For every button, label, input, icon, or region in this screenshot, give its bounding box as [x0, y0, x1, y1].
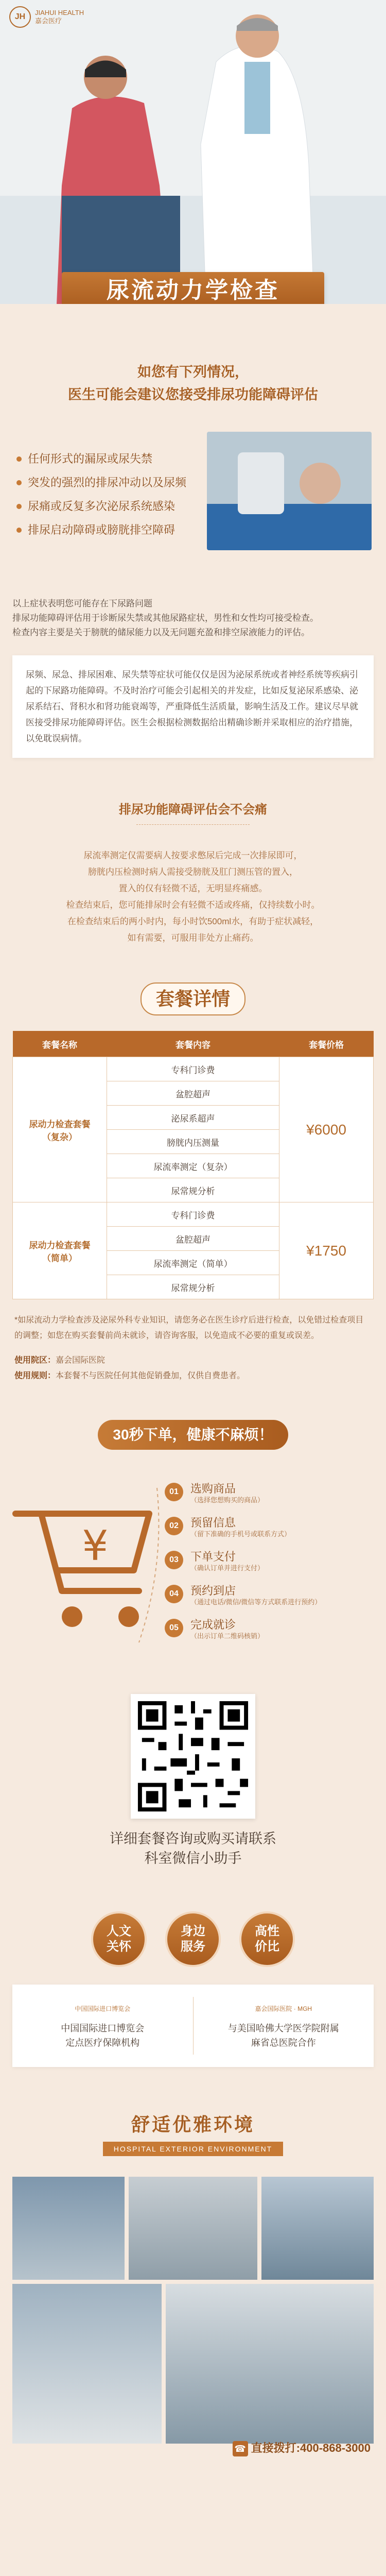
- plan-item: 尿常规分析: [107, 1178, 279, 1202]
- partner-credentials: [12, 1985, 374, 2067]
- qr-caption-line: 科室微信小助手: [144, 1851, 242, 1866]
- paragraph-line: 以上症状表明您可能存在下尿路问题: [12, 599, 152, 608]
- plan-price: ¥1750: [279, 1202, 374, 1299]
- order-step: [165, 1585, 321, 1619]
- table-header-row: [13, 1031, 374, 1057]
- value-badge: 人文 关怀: [91, 1911, 147, 1967]
- intro-line-2: 医生可能会建议您接受排尿功能障碍评估: [68, 387, 318, 402]
- plan-name: 尿动力检查套餐 （复杂）: [13, 1057, 107, 1202]
- page-title: 尿流动力学检查: [62, 272, 324, 304]
- phone-row: [0, 2439, 386, 2456]
- hospital-value: 嘉会国际医院: [56, 1356, 106, 1365]
- step-number: 04: [165, 1585, 183, 1603]
- gallery-photo: [12, 2177, 125, 2280]
- gallery-photo: [129, 2177, 257, 2280]
- environment-title: 舒适优雅环境: [131, 2114, 255, 2135]
- qr-caption-line: 详细套餐咨询或购买请联系: [110, 1831, 276, 1846]
- step-desc: （出示订单二维码核销）: [190, 1632, 265, 1640]
- notice-line: 尿流率测定仅需要病人按要求憋尿后完成一次排尿即可，: [83, 851, 303, 860]
- step-number: 05: [165, 1619, 183, 1637]
- notice-line: 检查结束后，您可能排尿时会有轻微不适或疼痛，仅持续数小时。: [66, 900, 320, 910]
- partner-line: 中国国际进口博览会: [61, 2023, 145, 2033]
- column-header: 套餐内容: [107, 1031, 279, 1057]
- order-step: [165, 1551, 321, 1585]
- hero-banner: [0, 0, 386, 304]
- plan-item: 尿常规分析: [107, 1275, 279, 1299]
- brand-logo: [9, 6, 84, 28]
- notice-divider: [136, 824, 250, 825]
- plan-item: 专科门诊费: [107, 1202, 279, 1227]
- notice-body: [0, 848, 386, 946]
- cart-icon: [10, 1483, 165, 1648]
- package-disclaimer: *如尿流动力学检查涉及泌尿外科专业知识，请您务必在医生诊疗后进行检查，以免错过检查项目的调整；如您在购买套餐前尚未就诊，请咨询客服，以免造成不必要的重复或误差。: [14, 1316, 364, 1340]
- paragraph-line: 检查内容主要是关于膀胱的储尿能力以及无问题充盈和排空尿液能力的评估。: [12, 628, 310, 637]
- notice-title-text: 排尿功能障碍评估会不会痛: [119, 803, 267, 817]
- plan-item: 泌尿系超声: [107, 1106, 279, 1130]
- symptom-illustration: [207, 432, 372, 550]
- rule-label: 使用规则：: [14, 1371, 56, 1380]
- order-flow: [0, 1462, 386, 1679]
- environment-gallery: [12, 2177, 374, 2455]
- step-number: 03: [165, 1551, 183, 1569]
- step-number: 01: [165, 1483, 183, 1501]
- partner-logo: 中国国际进口博览会: [75, 2005, 131, 2012]
- partner-line: 定点医疗保障机构: [65, 2038, 140, 2048]
- partner-line: 与美国哈佛大学医学院附属: [227, 2023, 339, 2033]
- step-title: 预约到店: [190, 1584, 236, 1597]
- plan-name: 尿动力检查套餐 （简单）: [13, 1202, 107, 1299]
- order-flow-banner: 30秒下单，健康不麻烦！: [98, 1420, 288, 1450]
- plan-price: ¥6000: [279, 1057, 374, 1202]
- value-badge: 身边 服务: [165, 1911, 221, 1967]
- brand-name-cn: 嘉会医疗: [35, 17, 62, 25]
- partner-line: 麻省总医院合作: [251, 2038, 316, 2048]
- table-row: [13, 1057, 374, 1081]
- plan-item: 盆腔超声: [107, 1227, 279, 1251]
- step-desc: （通过电话/微信/微信等方式联系进行预约）: [190, 1598, 322, 1606]
- symptom-item: 突发的强烈的排尿冲动以及尿频: [16, 471, 186, 495]
- plan-item: 专科门诊费: [107, 1057, 279, 1081]
- explanation-card: 尿频、尿急、排尿困难、尿失禁等症状可能仅仅是因为泌尿系统或者神经系统等疾病引起的下尿路功能障碍。不及时治疗可能会引起相关的并发症，比如反复泌尿系感染、泌尿系结石、肾积水和肾功能衰竭等，严重降低生活质量，影响生活及工作。建议尽早就医接受排尿功能障碍评估。医生会根据检测数据给出精确诊断并采取相应的治疗措施，以免耽误病情。: [12, 655, 374, 758]
- wechat-qr-code[interactable]: [131, 1694, 255, 1819]
- value-badge: 高性 价比: [239, 1911, 295, 1967]
- plan-item: 盆腔超声: [107, 1081, 279, 1106]
- symptom-item: 任何形式的漏尿或尿失禁: [16, 447, 186, 471]
- symptom-list: [16, 447, 186, 542]
- hospital-label: 使用院区：: [14, 1356, 56, 1365]
- gallery-photo: [261, 2177, 374, 2280]
- notice-line: 膀胱内压检测时病人需接受膀胱及肛门测压管的置入，: [88, 867, 298, 877]
- notice-line: 在检查结束后的两小时内，每小时饮500ml水，有助于症状减轻，: [67, 917, 319, 926]
- symptom-item: 排尿启动障碍或膀胱排空障碍: [16, 518, 186, 542]
- order-step: [165, 1619, 321, 1653]
- step-title: 预留信息: [190, 1516, 236, 1529]
- notice-line: 如有需要，可服用非处方止痛药。: [127, 933, 259, 943]
- package-notes: [0, 1313, 386, 1384]
- partner-logo: 嘉会国际医院 · MGH: [255, 2005, 312, 2012]
- symptom-photo: [207, 432, 372, 550]
- notice-title: [0, 799, 386, 825]
- partner-item: [194, 1985, 374, 2067]
- step-title: 完成就诊: [190, 1618, 236, 1631]
- environment-subtitle: HOSPITAL EXTERIOR ENVIRONMENT: [103, 2142, 283, 2156]
- logo-mark: JH: [9, 6, 31, 28]
- table-row: [13, 1202, 374, 1227]
- hero-photo: [0, 0, 386, 304]
- step-title: 选购商品: [190, 1482, 236, 1495]
- brand-name-en: JIAHUI HEALTH: [35, 9, 84, 16]
- order-steps: [165, 1483, 321, 1653]
- step-number: 02: [165, 1517, 183, 1535]
- gallery-photo: [166, 2284, 374, 2444]
- order-step: [165, 1517, 321, 1551]
- phone-icon: ☎: [233, 2441, 248, 2456]
- intro-paragraph: [0, 597, 386, 640]
- rule-value: 本套餐不与医院任何其他促销叠加，仅供自费患者。: [56, 1371, 245, 1380]
- step-title: 下单支付: [190, 1550, 236, 1563]
- plan-item: 膀胱内压测量: [107, 1130, 279, 1154]
- package-section-title: 套餐详情: [141, 982, 245, 1015]
- svg-text:¥: ¥: [82, 1522, 109, 1570]
- qr-caption: [0, 1829, 386, 1868]
- package-table: [12, 1031, 374, 1299]
- step-desc: （选择您想购买的商品）: [190, 1496, 265, 1504]
- step-desc: （确认订单并进行支付）: [190, 1564, 265, 1572]
- symptoms-section: [0, 427, 386, 597]
- gallery-photo: [12, 2284, 162, 2444]
- plan-item: 尿流率测定（复杂）: [107, 1154, 279, 1178]
- column-header: 套餐价格: [279, 1031, 374, 1057]
- partner-item: [12, 1985, 193, 2067]
- value-badges: [0, 1911, 386, 1967]
- plan-item: 尿流率测定（简单）: [107, 1251, 279, 1275]
- intro-line-1: 如您有下列情况，: [137, 364, 249, 380]
- phone-link[interactable]: 直接拨打:400-868-3000: [251, 2442, 371, 2454]
- order-step: [165, 1483, 321, 1517]
- step-desc: （留下准确的手机号或联系方式）: [190, 1530, 291, 1538]
- paragraph-line: 排尿功能障碍评估用于诊断尿失禁或其他尿路症状，男性和女性均可接受检查。: [12, 613, 319, 623]
- intro-question: [0, 361, 386, 406]
- symptom-item: 尿痛或反复多次泌尿系统感染: [16, 495, 186, 518]
- notice-line: 置入的仅有轻微不适，无明显疼痛感。: [118, 884, 268, 893]
- column-header: 套餐名称: [13, 1031, 107, 1057]
